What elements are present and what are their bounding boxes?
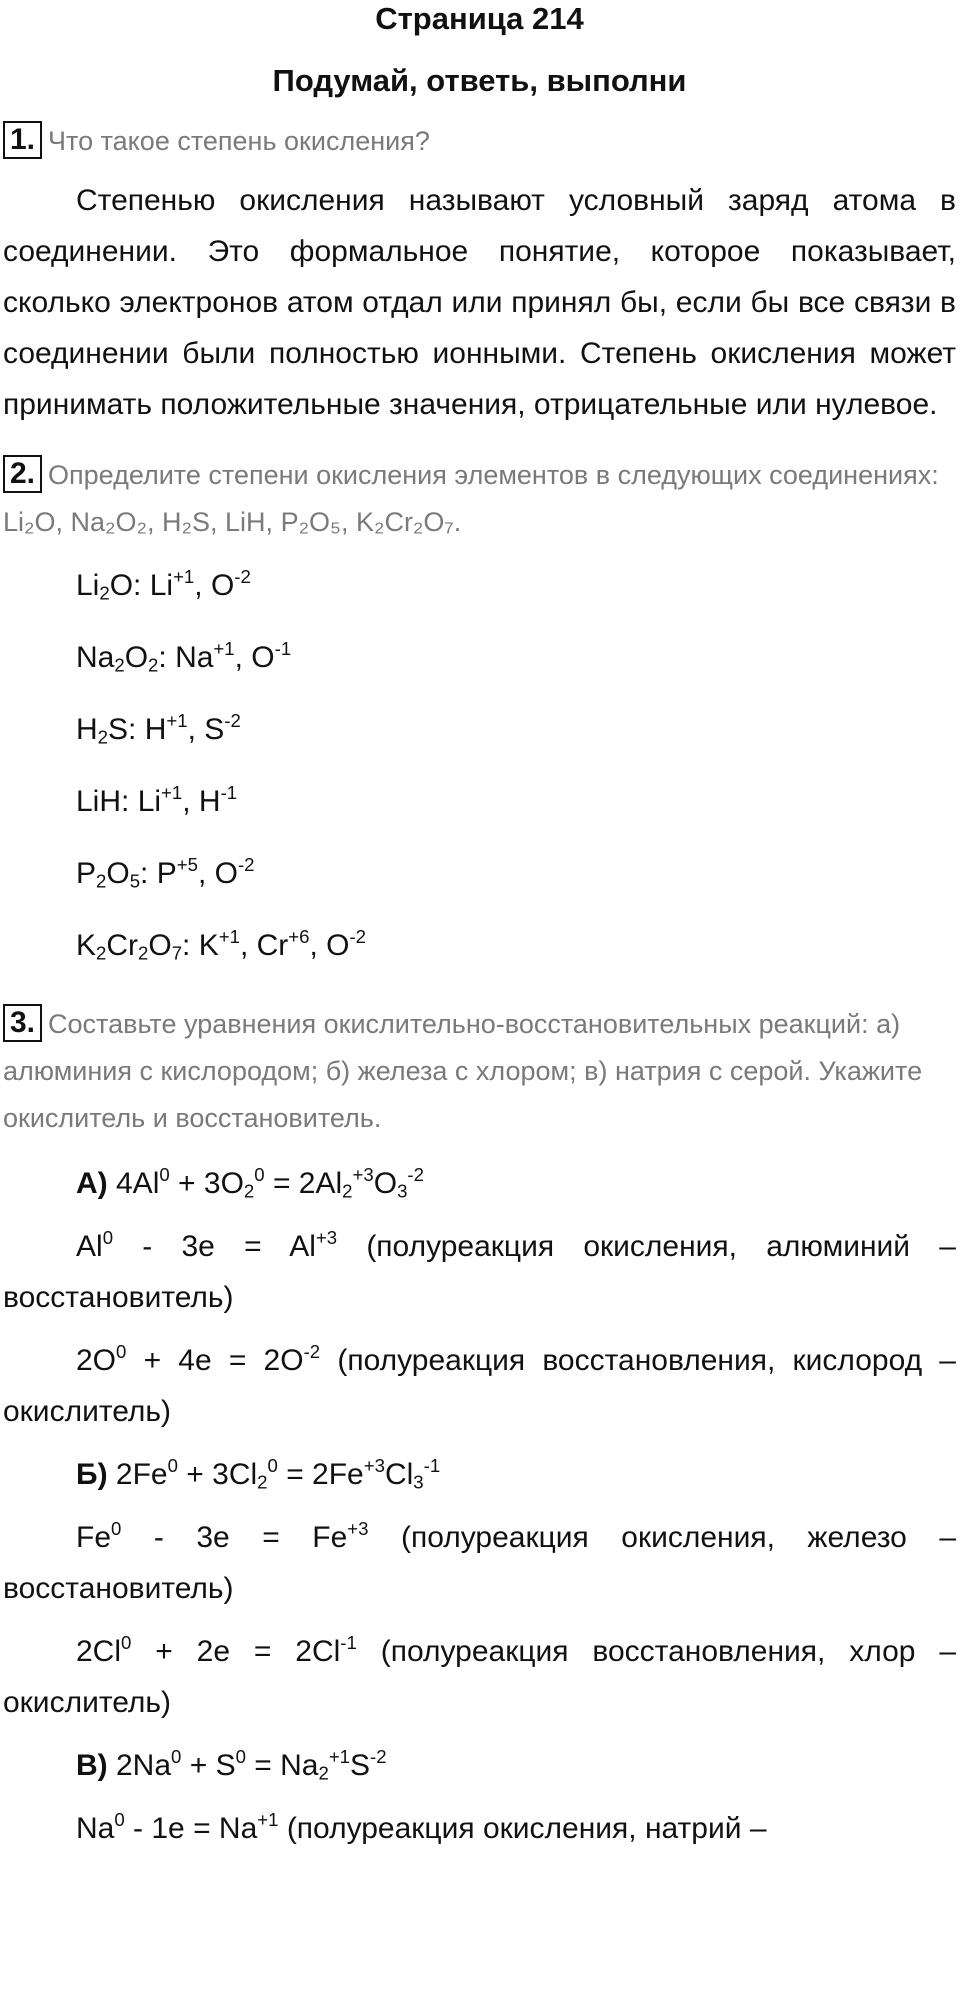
element-symbol: O — [109, 569, 134, 602]
question-2: 2. Определите степени окисления элементов в следующих соединениях: Li₂O, Na₂O₂, H₂S, LiH, P₂O₅, K₂Cr₂O₇. — [3, 456, 939, 537]
oxidation-state: 0 — [167, 1454, 178, 1476]
subscript: 2 — [342, 1180, 353, 1202]
oxidation-state: -1 — [340, 1631, 357, 1653]
element-symbol: Cr — [106, 929, 139, 962]
half-reaction-reduction-a — [3, 1335, 956, 1437]
oxidation-line: $Na_2O_2$: $Na^{+1}$, $O^{-1}$ — [76, 637, 292, 676]
element-symbol: K — [198, 929, 219, 962]
eq-text: (полуреакция окисления, натрий – — [278, 1812, 767, 1845]
eq-text: = Na — [245, 1749, 319, 1782]
oxidation-state: -1 — [220, 781, 238, 803]
eq-text: - 3e = Al — [113, 1230, 316, 1263]
oxidation-state: -2 — [407, 1163, 424, 1185]
half-reaction-reduction-b — [3, 1626, 956, 1728]
oxidation-line: $Li_2O$: $Li^{+1}$, $O^{-2}$ — [76, 565, 251, 604]
eq-text: + 2e = 2Cl — [131, 1635, 341, 1668]
answer-3 — [3, 1158, 956, 1854]
question-3 — [3, 1001, 956, 1142]
oxidation-state: 0 — [121, 1631, 132, 1653]
half-reaction-oxidation-c — [3, 1803, 956, 1854]
element-symbol: LiH — [76, 785, 122, 818]
oxidation-state: -2 — [370, 1745, 387, 1767]
question-3-text: Составьте уравнения окислительно-восстановительных реакций: а) алюминия с кислородом; б) железа с хлором; в) натрия с серой. Укажите окислитель и восстановитель. — [3, 1009, 923, 1133]
element-symbol: Li — [137, 785, 162, 818]
oxidation-line: $H_2S$: $H^{+1}$, $S^{-2}$ — [76, 709, 241, 748]
oxidation-line: LiH: $Li^{+1}$, $H^{-1}$ — [76, 781, 238, 818]
subscript: 2 — [257, 1471, 268, 1493]
subscript: 2 — [243, 1180, 255, 1202]
oxidation-state: 0 — [235, 1745, 246, 1767]
oxidation-state: +1 — [161, 781, 183, 803]
oxidation-line: $K_2Cr_2O_7$: $K^{+1}$, $Cr^{+6}$, $O^{-2}$ — [76, 925, 367, 964]
eq-text: 4Al — [116, 1167, 160, 1200]
eq-text: - 1e = Na — [124, 1812, 258, 1845]
subscript: 2 — [138, 942, 149, 964]
eq-text: + 3O — [169, 1167, 244, 1200]
element-symbol: K — [76, 929, 97, 962]
question-2-formula: H₂S — [162, 507, 211, 537]
eq-text: (полуреакция окисления, железо – восстановитель) — [3, 1521, 957, 1605]
element-symbol: P — [76, 857, 97, 890]
part-label: В) — [76, 1749, 108, 1782]
eq-text: 2Na — [116, 1749, 172, 1782]
subscript: 2 — [96, 870, 107, 892]
eq-text: (полуреакция окисления, алюминий – восстановитель) — [3, 1230, 956, 1314]
eq-text: + 4e = 2O — [126, 1344, 304, 1377]
eq-text: Na — [76, 1812, 115, 1845]
eq-text: O — [373, 1167, 398, 1200]
equation-c — [3, 1740, 956, 1791]
eq-text: 2O — [76, 1344, 117, 1377]
element-symbol: Na — [76, 641, 115, 674]
answer-1: Степенью окисления называют условный заряд атома в соединении. Это формальное понятие, которое показывает, сколько электронов атом отдал или принял бы, если бы все связи в соединении были полностью ионными. Степень окисления может принимать положительные значения, отрицательные или нулевое. — [3, 184, 956, 421]
equation-a — [3, 1158, 956, 1209]
subscript: 2 — [99, 582, 110, 604]
eq-text: (полуреакция восстановления, хлор – окислитель) — [3, 1635, 957, 1719]
eq-text: 2Fe — [115, 1458, 168, 1491]
question-2-formula: LiH — [225, 507, 266, 537]
eq-text: + S — [181, 1749, 236, 1782]
oxidation-state: 0 — [114, 1808, 125, 1830]
element-symbol: O — [214, 857, 238, 890]
oxidation-state: 0 — [102, 1226, 114, 1248]
subscript: 2 — [148, 654, 159, 676]
element-symbol: P — [156, 857, 177, 890]
element-symbol: S — [204, 713, 225, 746]
element-symbol: O — [251, 641, 275, 674]
element-symbol: S — [108, 713, 129, 746]
oxidation-state: +3 — [315, 1226, 338, 1248]
subscript: 3 — [397, 1180, 408, 1202]
oxidation-state: -2 — [234, 565, 251, 587]
question-2-formula: Na₂O₂ — [70, 507, 147, 537]
element-symbol: O — [124, 641, 149, 674]
page-title: Страница 214 — [375, 1, 584, 36]
oxidation-state: +1 — [173, 565, 195, 587]
question-2-formula: K₂Cr₂O₇ — [355, 507, 454, 537]
question-2-formula: Li₂O — [3, 507, 56, 537]
element-symbol: O — [148, 929, 172, 962]
element-symbol: Li — [149, 569, 174, 602]
eq-text: Fe — [76, 1521, 112, 1554]
eq-text: 2Cl — [76, 1635, 122, 1668]
oxidation-state: 0 — [254, 1163, 265, 1185]
answer-2-list — [3, 560, 956, 971]
oxidation-state: +3 — [363, 1454, 385, 1476]
element-symbol: Na — [175, 641, 214, 674]
eq-text: (полуреакция восстановления, кислород – окислитель) — [3, 1344, 956, 1428]
element-symbol: O — [106, 857, 130, 890]
oxidation-state: 0 — [171, 1745, 182, 1767]
part-label: Б) — [76, 1458, 108, 1491]
subscript: 3 — [413, 1471, 424, 1493]
question-2-formula: P₂O₅ — [280, 507, 341, 537]
oxidation-state: +1 — [328, 1745, 351, 1767]
oxidation-state: +6 — [288, 925, 310, 947]
part-label: А) — [76, 1167, 108, 1200]
element-symbol: O — [326, 929, 350, 962]
subscript: 5 — [129, 870, 141, 892]
question-2-text-end: . — [453, 507, 462, 537]
element-symbol: Li — [76, 569, 100, 602]
oxidation-state: -2 — [303, 1340, 321, 1362]
oxidation-state: +1 — [218, 925, 240, 947]
question-1 — [3, 118, 956, 165]
oxidation-state: +1 — [166, 709, 188, 731]
oxidation-state: -1 — [274, 637, 292, 659]
oxidation-state: 0 — [267, 1454, 278, 1476]
eq-text: + 3Cl — [177, 1458, 258, 1491]
oxidation-state: +1 — [257, 1808, 279, 1830]
eq-text: Cl — [384, 1458, 414, 1491]
oxidation-line: $P_2O_5$: $P^{+5}$, $O^{-2}$ — [76, 853, 255, 892]
subscript: 2 — [114, 654, 125, 676]
element-symbol: H — [144, 713, 167, 746]
element-symbol: H — [76, 713, 98, 746]
subscript: 2 — [97, 726, 109, 748]
eq-text: S — [350, 1749, 371, 1782]
element-symbol: O — [210, 569, 235, 602]
oxidation-state: -2 — [224, 709, 241, 731]
half-reaction-oxidation-b — [3, 1512, 956, 1614]
question-1-number: 1. — [3, 121, 42, 159]
oxidation-state: +3 — [347, 1517, 369, 1539]
oxidation-state: 0 — [111, 1517, 122, 1539]
section-title: Подумай, ответь, выполни — [272, 63, 687, 98]
eq-text: = 2Fe — [277, 1458, 364, 1491]
element-symbol: Cr — [256, 929, 289, 962]
oxidation-state: +3 — [352, 1163, 374, 1185]
eq-text: - 3e = Fe — [121, 1521, 348, 1554]
half-reaction-oxidation-a — [3, 1221, 956, 1323]
question-3-number: 3. — [3, 1004, 42, 1042]
oxidation-state: 0 — [159, 1163, 170, 1185]
oxidation-state: +5 — [176, 853, 198, 875]
question-2-text-start: Определите степени окисления элементов в следующих соединениях: — [48, 460, 939, 490]
oxidation-state: -2 — [349, 925, 367, 947]
subscript: 2 — [318, 1762, 329, 1784]
oxidation-state: -1 — [423, 1454, 441, 1476]
subscript: 2 — [96, 942, 107, 964]
subscript: 7 — [171, 942, 183, 964]
equation-b — [3, 1449, 956, 1500]
oxidation-state: -2 — [237, 853, 255, 875]
question-2-number: 2. — [3, 455, 42, 493]
oxidation-state: +1 — [213, 637, 235, 659]
question-1-text: Что такое степень окисления? — [48, 126, 430, 156]
eq-text: = 2Al — [264, 1167, 343, 1200]
oxidation-state: 0 — [116, 1340, 127, 1362]
eq-text: Al — [76, 1230, 103, 1263]
element-symbol: H — [198, 785, 221, 818]
